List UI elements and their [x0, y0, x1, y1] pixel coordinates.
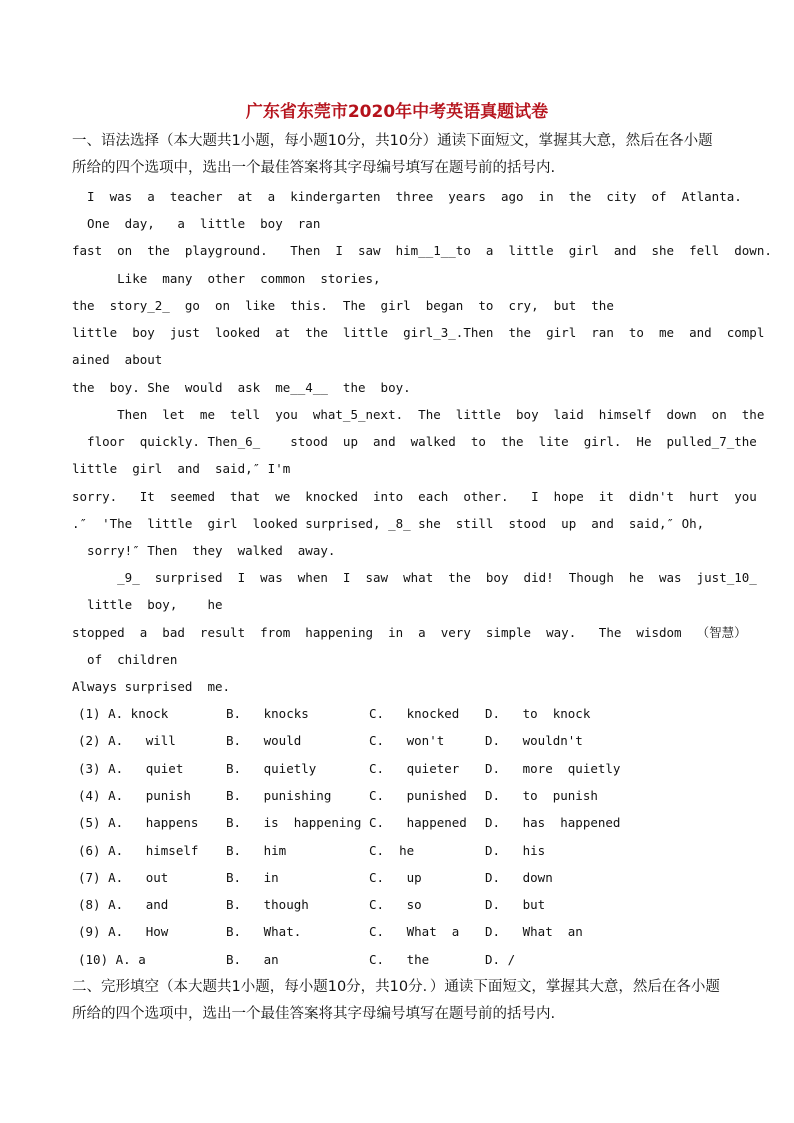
passage-line: Like many other common stories,	[72, 271, 381, 286]
option-c: C. quieter	[369, 761, 460, 776]
option-d: D. /	[485, 952, 516, 967]
option-c: C. the	[369, 952, 430, 967]
option-a: (9) A. How	[78, 924, 169, 939]
option-c: C. punished	[369, 788, 467, 803]
option-b: B. though	[226, 897, 309, 912]
option-c: C. knocked	[369, 706, 460, 721]
passage-line: the boy. She would ask me__4__ the boy.	[72, 380, 411, 395]
option-b: B. knocks	[226, 706, 309, 721]
option-d: D. more quietly	[485, 761, 621, 776]
option-c: C. so	[369, 897, 422, 912]
passage-line: little girl and said,″ I'm	[72, 461, 291, 476]
option-b: B. What.	[226, 924, 302, 939]
option-b: B. would	[226, 733, 302, 748]
passage-line: .″ 'The little girl looked surprised, _8_ she still stood up and said,″ Oh,	[72, 516, 705, 531]
passage-line: Then let me tell you what_5_next. The little boy laid himself down on the	[72, 407, 765, 422]
option-a: (2) A. will	[78, 733, 176, 748]
passage-line: of children	[72, 652, 178, 667]
option-d: D. to punish	[485, 788, 598, 803]
option-c: C. he	[369, 843, 415, 858]
option-d: D. his	[485, 843, 546, 858]
option-d: D. down	[485, 870, 553, 885]
option-b: B. is happening	[226, 815, 362, 830]
option-a: (7) A. out	[78, 870, 169, 885]
passage-line: stopped a bad result from happening in a very simple way. The wisdom （智慧）	[72, 625, 747, 640]
option-d: D. What an	[485, 924, 583, 939]
option-a: (6) A. himself	[78, 843, 199, 858]
option-d: D. to knock	[485, 706, 591, 721]
option-a: (10) A. a	[78, 952, 146, 967]
section-2-heading: 二、完形填空（本大题共1小题，每小题10分，共10分．）通读下面短文，掌握其大意，然后在各小题所给的四个选项中，选出一个最佳答案将其字母编号填写在题号前的括号内.	[72, 979, 720, 1022]
passage-line: _9_ surprised I was when I saw what the boy did! Though he was just_10_	[72, 570, 757, 585]
passage-line: sorry. It seemed that we knocked into each other. I hope it didn't hurt you	[72, 489, 757, 504]
option-c: C. happened	[369, 815, 467, 830]
passage-line: ained about	[72, 352, 163, 367]
option-a: (5) A. happens	[78, 815, 199, 830]
option-a: (8) A. and	[78, 897, 169, 912]
option-c: C. won't	[369, 733, 445, 748]
passage-line: fast on the playground. Then I saw him__1__to a little girl and she fell down.	[72, 243, 772, 258]
option-b: B. quietly	[226, 761, 317, 776]
passage-line: floor quickly. Then_6_ stood up and walked to the lite girl. He pulled_7_the	[72, 434, 757, 449]
option-b: B. an	[226, 952, 279, 967]
option-b: B. in	[226, 870, 279, 885]
option-c: C. What a	[369, 924, 460, 939]
option-a: (4) A. punish	[78, 788, 191, 803]
passage-line: Always surprised me.	[72, 679, 231, 694]
passage-line: sorry!″ Then they walked away.	[72, 543, 336, 558]
option-a: (1) A. knock	[78, 706, 169, 721]
option-d: D. wouldn't	[485, 733, 583, 748]
option-d: D. but	[485, 897, 546, 912]
option-c: C. up	[369, 870, 422, 885]
section-1-heading: 一、语法选择（本大题共1小题，每小题10分，共10分）通读下面短文，掌握其大意，然后在各小题所给的四个选项中，选出一个最佳答案将其字母编号填写在题号前的括号内.	[72, 133, 713, 176]
option-d: D. has happened	[485, 815, 621, 830]
passage-line: One day, a little boy ran	[72, 216, 321, 231]
passage-line: the story_2_ go on like this. The girl began to cry, but the	[72, 298, 614, 313]
option-a: (3) A. quiet	[78, 761, 184, 776]
page-title: 广东省东莞市2020年中考英语真题试卷	[245, 102, 549, 122]
passage-line: little boy just looked at the little girl_3_.Then the girl ran to me and compl	[72, 325, 765, 340]
option-b: B. punishing	[226, 788, 332, 803]
option-b: B. him	[226, 843, 287, 858]
passage-line: little boy, he	[72, 597, 223, 612]
passage-line: I was a teacher at a kindergarten three years ago in the city of Atlanta.	[72, 189, 742, 204]
